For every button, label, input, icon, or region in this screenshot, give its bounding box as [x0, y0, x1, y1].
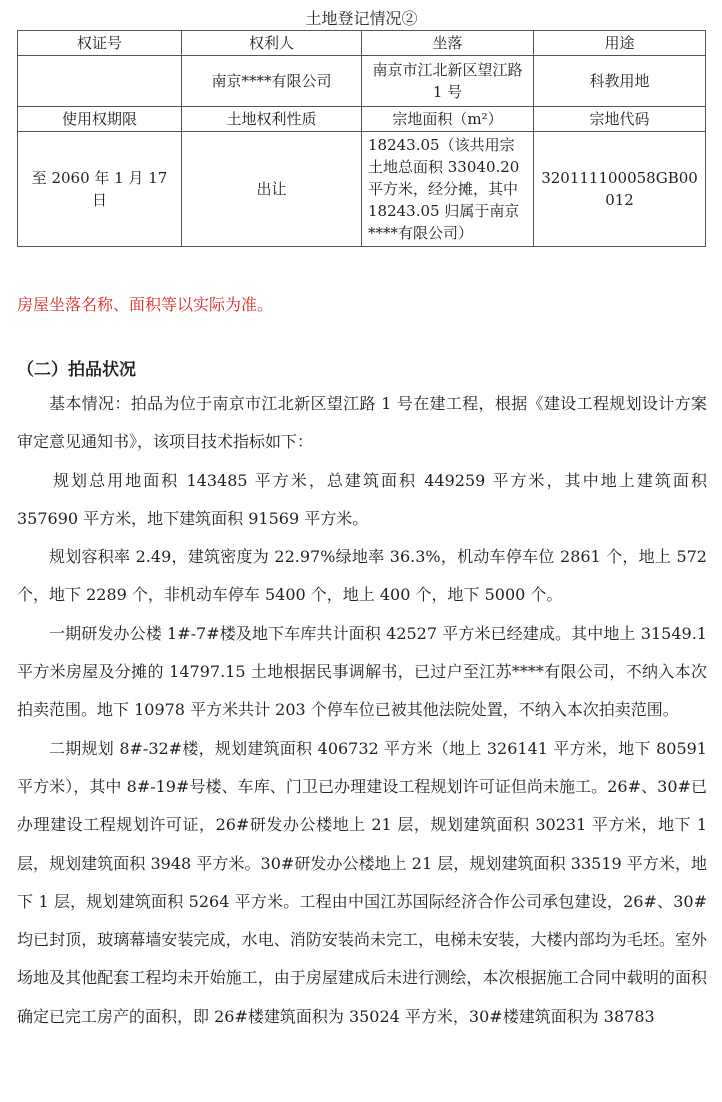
header-cert-no: 权证号 — [18, 31, 182, 56]
cell-holder: 南京****有限公司 — [182, 56, 362, 107]
header-location: 坐落 — [362, 31, 534, 56]
cell-area: 18243.05（该共用宗土地总面积 33040.20 平方米，经分摊，其中 18243.05 归属于南京****有限公司） — [362, 132, 534, 247]
header-code: 宗地代码 — [534, 107, 706, 132]
auction-item-description — [17, 385, 707, 1036]
cell-usage: 科教用地 — [534, 56, 706, 107]
header-nature: 土地权利性质 — [182, 107, 362, 132]
paragraph-phase-two: 二期规划 8#-32#楼，规划建筑面积 406732 平方米（地上 326141 平方米，地下 80591 平方米），其中 8#-19#号楼、车库、门卫已办理建设工程规划许可证但尚未施工。26#、30#已办理建设工程规划许可证，26#研发办公楼地上 21 层，规划建筑面积 30231 平方米，地下 1 层，规划建筑面积 3948 平方米。30#研发办公楼地上 21 层，规划建筑面积 33519 平方米，地下 1 层，规划建筑面积 5264 平方米。工程由中国江苏国际经济合作公司承包建设，26#、30#均已封顶，玻璃幕墙安装完成，水电、消防安装尚未完工，电梯未安装，大楼内部均为毛坯。室外场地及其他配套工程均未开始施工，由于房屋建成后未进行测绘，本次根据施工合同中载明的面积确定已完工房产的面积，即 26#楼建筑面积为 35024 平方米，30#楼建筑面积为 38783 — [17, 738, 707, 1026]
paragraph-basic-info: 基本情况：拍品为位于南京市江北新区望江路 1 号在建工程，根据《建设工程规划设计方案审定意见通知书》，该项目技术指标如下： — [17, 394, 707, 452]
header-usage: 用途 — [534, 31, 706, 56]
table-title: 土地登记情况② — [18, 8, 706, 31]
header-term: 使用权期限 — [18, 107, 182, 132]
cell-nature: 出让 — [182, 132, 362, 247]
cell-location: 南京市江北新区望江路 1 号 — [362, 56, 534, 107]
cell-cert-no — [18, 56, 182, 107]
cell-code: 320111100058GB00012 — [534, 132, 706, 247]
paragraph-plot-ratio: 规划容积率 2.49，建筑密度为 22.97%绿地率 36.3%，机动车停车位 2861 个，地上 572 个，地下 2289 个，非机动车停车 5400 个，地上 400 个，地下 5000 个。 — [17, 547, 707, 605]
paragraph-land-area: 规划总用地面积 143485 平方米，总建筑面积 449259 平方米，其中地上建筑面积 357690 平方米，地下建筑面积 91569 平方米。 — [17, 470, 707, 528]
paragraph-phase-one: 一期研发办公楼 1#-7#楼及地下车库共计面积 42527 平方米已经建成。其中地上 31549.1 平方米房屋及分摊的 14797.15 土地根据民事调解书，已过户至江苏****有限公司，不纳入本次拍卖范围。地下 10978 平方米共计 203 个停车位已被其他法院处置，不纳入本次拍卖范围。 — [17, 623, 707, 720]
section-title: （二）拍品状况 — [17, 360, 136, 380]
header-area: 宗地面积（m²） — [362, 107, 534, 132]
disclaimer-note: 房屋坐落名称、面积等以实际为准。 — [17, 295, 274, 314]
header-holder: 权利人 — [182, 31, 362, 56]
land-registration-table — [17, 8, 706, 247]
cell-term: 至 2060 年 1 月 17 日 — [18, 132, 182, 247]
